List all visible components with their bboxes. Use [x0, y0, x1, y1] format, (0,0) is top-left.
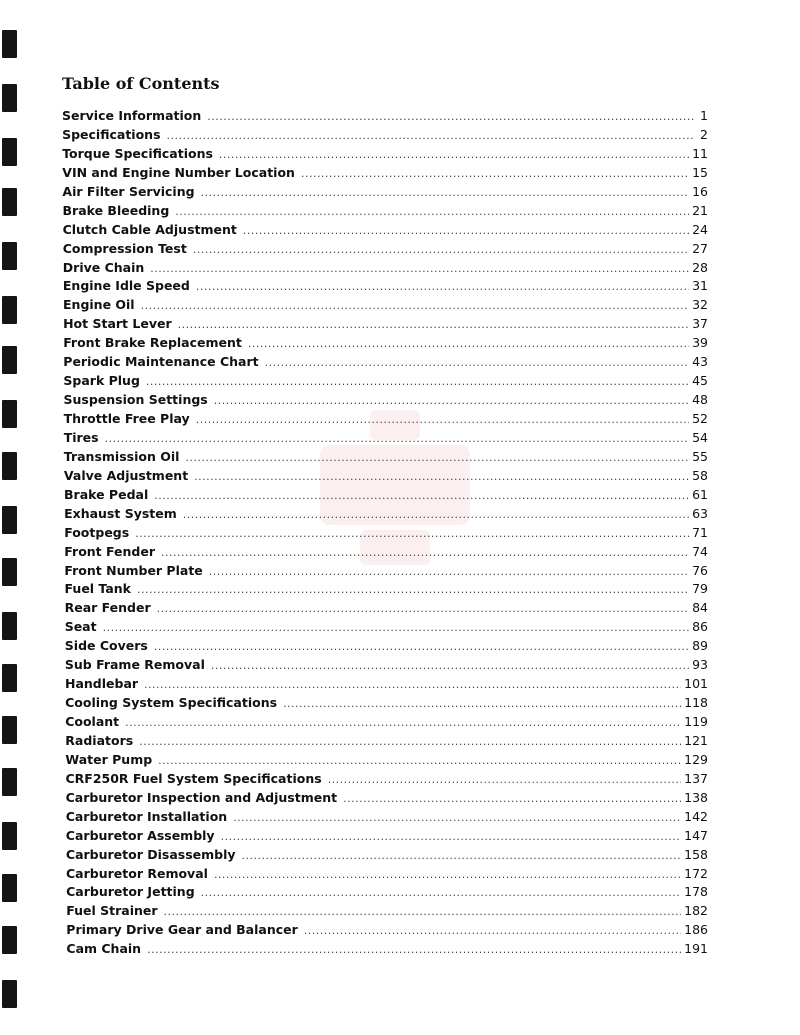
toc-entry-page-number: 21	[692, 202, 708, 218]
toc-entry[interactable]	[62, 108, 708, 127]
toc-leader-dots	[214, 394, 689, 407]
toc-entry[interactable]	[66, 847, 708, 866]
toc-entry-label: Exhaust System	[64, 505, 177, 521]
toc-entry-page-number: 121	[684, 732, 708, 748]
toc-entry[interactable]	[65, 600, 708, 619]
toc-entry-page-number: 1	[700, 108, 708, 123]
toc-entry-label: Side Covers	[64, 638, 148, 654]
toc-entry-page-number: 93	[692, 657, 708, 673]
toc-entry[interactable]	[64, 392, 709, 411]
toc-entry-page-number: 178	[684, 884, 708, 900]
toc-leader-dots	[196, 413, 689, 426]
toc-entry-page-number: 71	[692, 524, 708, 540]
toc-entry-label: Engine Idle Speed	[62, 278, 190, 294]
toc-leader-dots	[243, 224, 689, 237]
toc-leader-dots	[135, 527, 689, 540]
toc-entry-page-number: 191	[684, 941, 708, 957]
toc-entry-label: Fuel Strainer	[66, 903, 158, 919]
toc-entry-label: Carburetor Inspection and Adjustment	[65, 789, 338, 805]
toc-entry[interactable]	[64, 487, 708, 506]
binding-hole	[2, 188, 17, 216]
toc-entry[interactable]	[62, 184, 708, 203]
toc-entry-label: Fuel Tank	[64, 581, 131, 597]
toc-entry[interactable]	[64, 430, 708, 449]
toc-entry[interactable]	[65, 676, 708, 695]
toc-leader-dots	[193, 243, 689, 256]
toc-entry-label: Front Brake Replacement	[63, 335, 242, 351]
toc-entry-page-number: 86	[692, 619, 708, 635]
toc-entry[interactable]	[64, 544, 708, 563]
toc-entry[interactable]	[63, 241, 708, 260]
toc-entry-page-number: 28	[692, 259, 708, 275]
toc-leader-dots	[196, 280, 689, 293]
toc-entry-page-number: 182	[684, 903, 708, 919]
toc-entry-label: VIN and Engine Number Location	[62, 164, 295, 180]
toc-leader-dots	[185, 451, 689, 464]
toc-entry-label: Compression Test	[62, 240, 187, 256]
toc-leader-dots	[233, 811, 681, 824]
toc-leader-dots	[178, 318, 689, 331]
toc-leader-dots	[211, 659, 689, 672]
toc-entry[interactable]	[62, 165, 708, 184]
toc-entry-label: CRF250R Fuel System Specifications	[65, 770, 322, 786]
toc-entry-page-number: 74	[692, 543, 708, 559]
toc-leader-dots	[139, 735, 681, 748]
toc-leader-dots	[301, 167, 689, 180]
toc-entry[interactable]	[66, 809, 708, 828]
toc-entry-label: Hot Start Lever	[63, 316, 172, 332]
toc-entry-page-number: 61	[692, 486, 708, 502]
toc-entry-label: Service Information	[62, 108, 202, 123]
toc-leader-dots	[103, 621, 689, 634]
toc-entry[interactable]	[63, 203, 709, 222]
toc-entry[interactable]	[65, 657, 708, 676]
toc-entry[interactable]	[62, 146, 708, 165]
toc-leader-dots	[125, 716, 681, 729]
binding-hole	[2, 400, 17, 428]
toc-leader-dots	[150, 262, 689, 275]
binding-hole	[2, 452, 17, 480]
toc-entry-label: Water Pump	[65, 751, 153, 767]
toc-entry[interactable]	[65, 752, 708, 771]
toc-entry-label: Seat	[64, 619, 97, 635]
binding-hole	[2, 242, 17, 270]
binding-hole	[2, 30, 17, 58]
toc-entry-label: Specifications	[62, 126, 161, 142]
toc-entry-label: Front Fender	[64, 543, 156, 559]
toc-entry-label: Cooling System Specifications	[65, 695, 278, 711]
toc-leader-dots	[183, 508, 689, 521]
toc-entry-page-number: 32	[692, 297, 708, 313]
toc-entry[interactable]	[65, 638, 708, 657]
toc-leader-dots	[157, 602, 689, 615]
toc-entry-page-number: 45	[692, 373, 708, 389]
toc-entry-label: Suspension Settings	[63, 392, 208, 408]
toc-entry[interactable]	[65, 714, 708, 733]
binding-hole	[2, 822, 17, 850]
toc-entry[interactable]	[65, 695, 708, 714]
toc-leader-dots	[161, 546, 689, 559]
toc-entry[interactable]	[64, 449, 708, 468]
binding-hole	[2, 612, 17, 640]
toc-entry-label: Brake Bleeding	[62, 202, 170, 218]
toc-entry-label: Primary Drive Gear and Balancer	[66, 922, 298, 938]
binding-hole	[2, 926, 17, 954]
toc-entry[interactable]	[66, 941, 708, 960]
toc-entry-page-number: 138	[684, 789, 708, 805]
toc-entry-page-number: 27	[692, 240, 708, 256]
toc-entry[interactable]	[63, 316, 708, 335]
toc-entry-label: Handlebar	[65, 676, 139, 692]
toc-entry[interactable]	[63, 260, 708, 279]
toc-entry-label: Torque Specifications	[62, 145, 213, 161]
toc-entry-label: Throttle Free Play	[63, 411, 190, 426]
toc-entry-label: Sub Frame Removal	[64, 657, 205, 673]
toc-entry-label: Transmission Oil	[63, 448, 180, 464]
toc-entry-page-number: 55	[692, 448, 708, 464]
toc-entry-label: Cam Chain	[66, 941, 142, 957]
toc-entry-page-number: 129	[684, 751, 708, 767]
toc-entry[interactable]	[64, 563, 708, 582]
toc-entry-label: Front Number Plate	[64, 562, 203, 578]
toc-entry[interactable]	[66, 922, 708, 941]
binding-hole	[2, 980, 17, 1008]
toc-entry-page-number: 39	[692, 335, 708, 351]
toc-entry-page-number: 31	[692, 278, 708, 294]
toc-leader-dots	[158, 754, 681, 767]
toc-entry-page-number: 118	[684, 695, 708, 711]
toc-entry-page-number: 79	[692, 581, 708, 597]
toc-entry-label: Engine Oil	[63, 297, 135, 313]
toc-leader-dots	[147, 943, 681, 956]
binding-hole	[2, 558, 17, 586]
toc-entry-label: Air Filter Servicing	[62, 183, 195, 199]
toc-entry[interactable]	[64, 525, 708, 544]
toc-entry-label: Spark Plug	[63, 373, 140, 389]
toc-entry-label: Footpegs	[64, 524, 130, 540]
toc-leader-dots	[242, 849, 682, 862]
toc-entry-page-number: 15	[692, 164, 708, 180]
toc-entry[interactable]	[64, 506, 708, 525]
toc-leader-dots	[201, 886, 681, 899]
toc-leader-dots	[144, 678, 681, 691]
toc-entry[interactable]	[66, 771, 709, 790]
toc-entry-label: Coolant	[65, 714, 120, 729]
toc-entry[interactable]	[66, 828, 708, 847]
toc-leader-dots	[221, 830, 682, 843]
toc-entry-page-number: 158	[684, 846, 708, 862]
toc-entry[interactable]	[66, 866, 708, 885]
toc-leader-dots	[141, 299, 689, 312]
toc-entry[interactable]	[66, 884, 708, 903]
toc-entry[interactable]	[63, 373, 708, 392]
toc-entry-page-number: 54	[692, 429, 708, 445]
toc-leader-dots	[343, 792, 681, 805]
binding-hole	[2, 296, 17, 324]
binding-hole	[2, 506, 17, 534]
toc-entry[interactable]	[66, 790, 708, 809]
toc-leader-dots	[248, 337, 689, 350]
toc-entry-page-number: 43	[692, 354, 708, 370]
toc-entry-label: Clutch Cable Adjustment	[62, 221, 237, 237]
toc-leader-dots	[167, 129, 695, 142]
toc-entry[interactable]	[63, 278, 708, 297]
toc-entry-page-number: 58	[692, 467, 708, 483]
toc-entry-label: Rear Fender	[64, 600, 151, 616]
toc-entry-label: Periodic Maintenance Chart	[63, 354, 259, 370]
toc-entry-page-number: 172	[684, 865, 708, 881]
toc-entry[interactable]	[65, 619, 708, 638]
toc-entry-page-number: 147	[684, 827, 708, 843]
toc-entry[interactable]	[62, 127, 708, 146]
toc-entry-label: Carburetor Jetting	[66, 884, 195, 900]
toc-entry-label: Tires	[63, 429, 99, 445]
toc-leader-dots	[164, 905, 682, 918]
toc-leader-dots	[214, 868, 681, 881]
toc-entry-page-number: 16	[692, 183, 708, 199]
toc-entry-page-number: 137	[684, 770, 708, 786]
toc-entry-page-number: 37	[692, 316, 708, 332]
toc-entry-label: Carburetor Installation	[65, 808, 228, 824]
toc-entry-page-number: 76	[692, 562, 708, 578]
binding-hole	[2, 84, 17, 112]
toc-entry[interactable]	[64, 411, 708, 430]
toc-entry-page-number: 24	[692, 221, 708, 237]
toc-entry-label: Valve Adjustment	[63, 467, 189, 483]
toc-leader-dots	[219, 148, 689, 161]
binding-hole	[2, 716, 17, 744]
toc-entry-page-number: 48	[692, 392, 708, 408]
toc-entry-page-number: 89	[692, 638, 708, 654]
toc-entry[interactable]	[63, 335, 708, 354]
toc-entry-page-number: 84	[692, 600, 708, 616]
toc-entry-label: Carburetor Disassembly	[65, 846, 236, 862]
toc-entry[interactable]	[63, 297, 708, 316]
toc-entry-label: Radiators	[65, 732, 134, 748]
toc-entry-page-number: 63	[692, 505, 708, 521]
page-title: Table of Contents	[62, 74, 220, 93]
toc-entry-page-number: 142	[684, 808, 708, 824]
binding-hole	[2, 664, 17, 692]
toc-entry[interactable]	[64, 468, 708, 487]
binding-hole	[2, 346, 17, 374]
toc-entry[interactable]	[65, 581, 709, 600]
toc-leader-dots	[304, 924, 681, 937]
toc-entry-page-number: 52	[692, 411, 708, 426]
toc-entry-label: Carburetor Removal	[66, 865, 208, 881]
toc-leader-dots	[328, 773, 681, 786]
toc-entry[interactable]	[63, 222, 708, 241]
binding-hole	[2, 768, 17, 796]
toc-leader-dots	[265, 356, 689, 369]
toc-entry-page-number: 101	[684, 676, 708, 692]
binding-hole	[2, 874, 17, 902]
toc-leader-dots	[154, 640, 689, 653]
toc-leader-dots	[175, 205, 689, 218]
binding-holes	[0, 0, 24, 1035]
toc-entry-page-number: 11	[692, 145, 708, 161]
toc-entry-label: Drive Chain	[62, 259, 145, 275]
toc-leader-dots	[137, 583, 689, 596]
toc-entry-label: Brake Pedal	[64, 486, 149, 502]
toc-leader-dots	[201, 186, 690, 199]
toc-entry-label: Carburetor Assembly	[65, 827, 215, 843]
toc-entry-page-number: 186	[684, 922, 708, 938]
toc-leader-dots	[209, 565, 689, 578]
table-of-contents	[62, 108, 708, 960]
toc-leader-dots	[146, 375, 689, 388]
toc-leader-dots	[283, 697, 681, 710]
toc-entry[interactable]	[66, 903, 708, 922]
toc-leader-dots	[154, 489, 689, 502]
toc-leader-dots	[207, 110, 695, 123]
binding-hole	[2, 138, 17, 166]
toc-leader-dots	[194, 470, 689, 483]
toc-entry-page-number: 2	[700, 126, 708, 142]
toc-entry-page-number: 119	[684, 714, 708, 729]
toc-entry[interactable]	[65, 733, 708, 752]
toc-leader-dots	[105, 432, 689, 445]
toc-entry[interactable]	[63, 354, 708, 373]
